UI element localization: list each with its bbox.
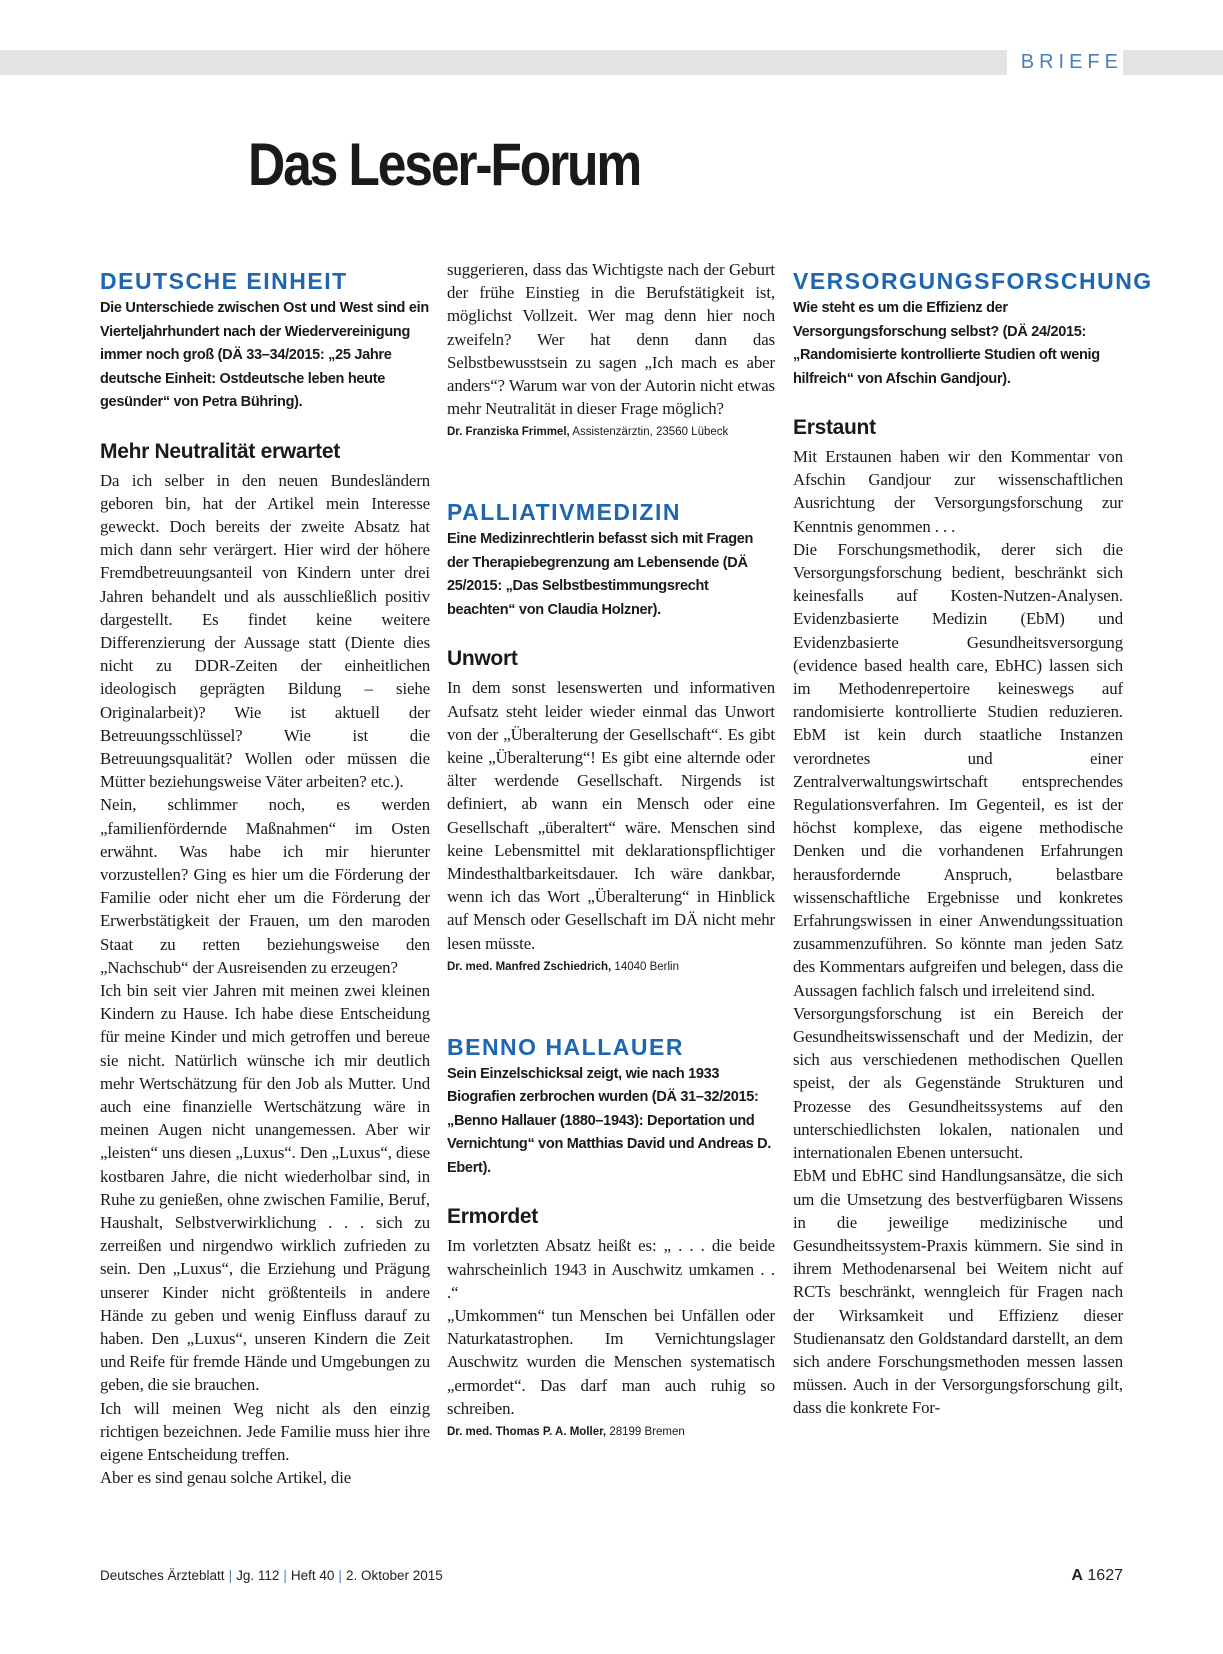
topic-heading: VERSORGUNGSFORSCHUNG [793, 268, 1153, 294]
section-label: BRIEFE [1007, 50, 1123, 75]
topic-heading: BENNO HALLAUER [447, 1033, 684, 1060]
topic-intro: Sein Einzelschicksal zeigt, wie nach 1933 Biografien zerbrochen wurden (DÄ 31–32/2015: „Benno Hallauer (1880–1943): Deportation und Vernichtung“ von Matthias David und Andreas D. Ebert). [447, 1065, 772, 1176]
page-number [1071, 1565, 1123, 1587]
footer-journal: Deutsches Ärzteblatt [100, 1568, 225, 1583]
letter-paragraph: Versorgungsforschung ist ein Bereich der Gesundheitswissenschaft und der Medizin, der sich aus verschiedenen methodischen Quellen speist, der als Gegenstände Strukturen und Prozesse des Gesundheitssystems auf den unterschiedlichsten lokalen, nationalen und internationalen Ebenen untersucht. [793, 1003, 1123, 1163]
signature-name: Dr. med. Manfred Zschiedrich, [447, 960, 612, 973]
topic-heading: PALLIATIVMEDIZIN [447, 499, 681, 526]
signature-details: Assistenzärztin, 23560 Lübeck [569, 426, 729, 439]
letter-paragraph: Aber es sind genau solche Artikel, die [100, 1468, 352, 1488]
signature-details: 14040 Berlin [611, 960, 680, 973]
topic-intro: Eine Medizinrechtlerin befasst sich mit Fragen der Therapiebegrenzung am Lebensende (DÄ 25/2015: „Das Selbstbestimmungsrecht beachten“ von Claudia Holzner). [447, 531, 754, 618]
letter-signature [447, 423, 775, 441]
signature-name: Dr. Franziska Frimmel, [447, 426, 570, 439]
column-3 [793, 268, 1153, 1420]
letter-paragraph: Im vorletzten Absatz heißt es: „ . . . die beide wahrscheinlich 1943 in Auschwitz umkamen . . .“ [447, 1236, 775, 1302]
letter-heading: Erstaunt [793, 416, 876, 439]
signature-details: 28199 Bremen [606, 1425, 685, 1438]
footer-volume: Jg. 112 [236, 1568, 280, 1583]
letter-paragraph: Die Forschungsmethodik, derer sich die Versorgungsforschung bedient, beschränkt sich keinesfalls auf Kosten-Nutzen-Analysen. Evidenzbasierte Medizin (EbM) und Evidenzbasierte Gesundheitsversorgung (evidence based health care, EbHC) lassen sich im Methodenrepertoire keineswegs auf randomisierte kontrollierte Studien reduzieren. EbM ist kein durch staatliche Instanzen verordnetes und einer Zentralverwaltungswirtschaft entsprechendes Regulationsverfahren. Im Gegenteil, es ist der höchst komplexe, das eigene methodische Denken und die vorhandenen Erfahrungen herausfordernde Anspruch, belastbare wissenschaftliche Ergebnisse und konkretes Erfahrungswissen in einer Anwendungssituation zusammenzuführen. So könnte man jeden Satz des Kommentars aufgreifen und belegen, dass die Aussagen fachlich falsch und irreleitend sind. [793, 539, 1123, 1000]
signature-name: Dr. med. Thomas P. A. Moller, [447, 1425, 607, 1438]
footer-citation [100, 1565, 1123, 1587]
page-number-value: 1627 [1087, 1567, 1123, 1584]
letter-paragraph: Ich will meinen Weg nicht als den einzig richtigen bezeichnen. Jede Familie muss hier ihre eigene Entscheidung treffen. [100, 1398, 430, 1465]
letter-signature [447, 1423, 775, 1441]
page-title: Das Leser-Forum [248, 131, 641, 198]
letter-paragraph: In dem sonst lesenswerten und informativen Aufsatz steht leider wieder einmal das Unwort von der „Überalterung der Gesellschaft“. Es gibt keine „Überalterung“! Es gibt eine alternde oder älter werdende Gesellschaft. Nirgends ist definiert, ab wann ein Mensch oder eine Gesellschaft „überaltert“ wäre. Menschen sind keine Lebensmittel mit deklarationspflichtiger Mindesthaltbarkeitsdauer. Ich wäre dankbar, wenn ich das Wort „Überalterung“ in Hinblick auf Mensch oder Gesellschaft im DÄ nicht mehr lesen müsste. [447, 678, 775, 953]
letter-paragraph: EbM und EbHC sind Handlungsansätze, die sich um die Umsetzung des bestverfügbaren Wissens in die jeweilige medizinische und Gesundheitssystem-Praxis kümmern. Sie sind in ihrem Methodenarsenal bei Weitem nicht auf RCTs beschränkt, wenngleich für Fragen nach der Wirksamkeit und Effizienz dieser Studienansatz den Goldstandard darstellt, an dem sich andere Forschungsmethoden messen lassen müssen. Auch in der Versorgungsforschung gilt, dass die konkrete For- [793, 1166, 1123, 1418]
column-2 [447, 260, 775, 1441]
letter-heading: Ermordet [447, 1205, 538, 1229]
edition-letter: A [1071, 1567, 1083, 1584]
page-footer [100, 1565, 1123, 1587]
footer-issue: Heft 40 [290, 1568, 335, 1583]
topic-intro: Die Unterschiede zwischen Ost und West sind ein Vierteljahrhundert nach der Wiedervereinigung immer noch groß (DÄ 33–34/2015: „25 Jahre deutsche Einheit: Ostdeutsche leben heute gesünder“ von Petra Bühring). [100, 300, 429, 410]
column-1 [100, 268, 430, 1489]
letter-paragraph: Nein, schlimmer noch, es werden „familienfördernde Maßnahmen“ im Osten erwähnt. Was habe ich mir hierunter vorzustellen? Ging es hier um die Förderung der Familie oder nicht eher um die Förderung der Erwerbstätigkeit der Frauen, um den maroden Staat zu retten beziehungsweise den „Nachschub“ der Ausreisenden zu erzeugen? [100, 795, 430, 977]
letter-signature [447, 958, 775, 976]
topic-intro: Wie steht es um die Effizienz der Versorgungsforschung selbst? (DÄ 24/2015: „Randomisierte kontrollierte Studien oft wenig hilfreich“ von Afschin Gandjour). [793, 300, 1100, 387]
letter-paragraph: Da ich selber in den neuen Bundesländern geboren bin, hat der Artikel mein Interesse geweckt. Doch bereits der zweite Absatz hat mich dann sehr verärgert. Hier wird der höhere Fremdbetreuungsanteil von Kindern unter drei Jahren behandelt und als ausschließlich positiv dargestellt. Es findet keine weitere Differenzierung der Aussage statt (Diente dies nicht zu DDR-Zeiten der einheitlichen ideologisch geprägten Bildung – siehe Originalarbeit)? Wie ist aktuell der Betreuungsschlüssel? Wie ist die Betreuungsqualität? Wollen oder müssen die Mütter beziehungsweise Väter arbeiten? etc.). [100, 470, 430, 792]
letter-heading: Unwort [447, 647, 518, 671]
topic-heading: DEUTSCHE EINHEIT [100, 268, 348, 294]
footer-separator: | [283, 1568, 287, 1583]
letter-continuation: suggerieren, dass das Wichtigste nach der Geburt der frühe Einstieg in die Berufstätigkeit ist, möglichst Vollzeit. Wer mag denn hier noch zweifeln? Wer hat denn dann das Selbstbewusstsein zu sagen „Ich mach es aber anders“? Warum war von der Autorin nicht etwas mehr Neutralität in dieser Frage möglich? [447, 260, 775, 419]
letter-heading: Mehr Neutralität erwartet [100, 439, 340, 463]
letter-paragraph: Ich bin seit vier Jahren mit meinen zwei kleinen Kindern zu Hause. Ich habe diese Entscheidung für meine Kinder und mich getroffen und bereue sie nicht. Natürlich wünsche ich mir deutlich mehr Wertschätzung für den Job als Mutter. Und auch eine finanzielle Wertschätzung wäre in meinen Augen nicht unangemessen. Aber wir „leisten“ uns diesen „Luxus“. Den „Luxus“, diese kostbaren Jahre, die nicht wiederholbar sind, in Ruhe zu genießen, ohne zwischen Familie, Beruf, Haushalt, Selbstverwirklichung . . . sich zu zerreißen und nirgendwo wirklich zufrieden zu sein. Den „Luxus“, die Erziehung und Prägung unserer Kinder nicht größtenteils in andere Hände zu geben und wenig Einfluss darauf zu haben. Den „Luxus“, unseren Kindern die Zeit und Reife für fremde Hände und Umgebungen zu geben, die sie brauchen. [100, 980, 430, 1395]
footer-date: 2. Oktober 2015 [345, 1568, 443, 1583]
letter-paragraph: Mit Erstaunen haben wir den Kommentar von Afschin Gandjour zur wissenschaftlichen Ausrichtung der Versorgungsforschung zur Kenntnis genommen . . . [793, 447, 1123, 536]
footer-separator: | [338, 1568, 342, 1583]
footer-separator: | [228, 1568, 233, 1583]
letter-paragraph: „Umkommen“ tun Menschen bei Unfällen oder Naturkatastrophen. Im Vernichtungslager Auschwitz wurden die Menschen systematisch „ermordet“. Das darf man auch ruhig so schreiben. [447, 1305, 775, 1418]
